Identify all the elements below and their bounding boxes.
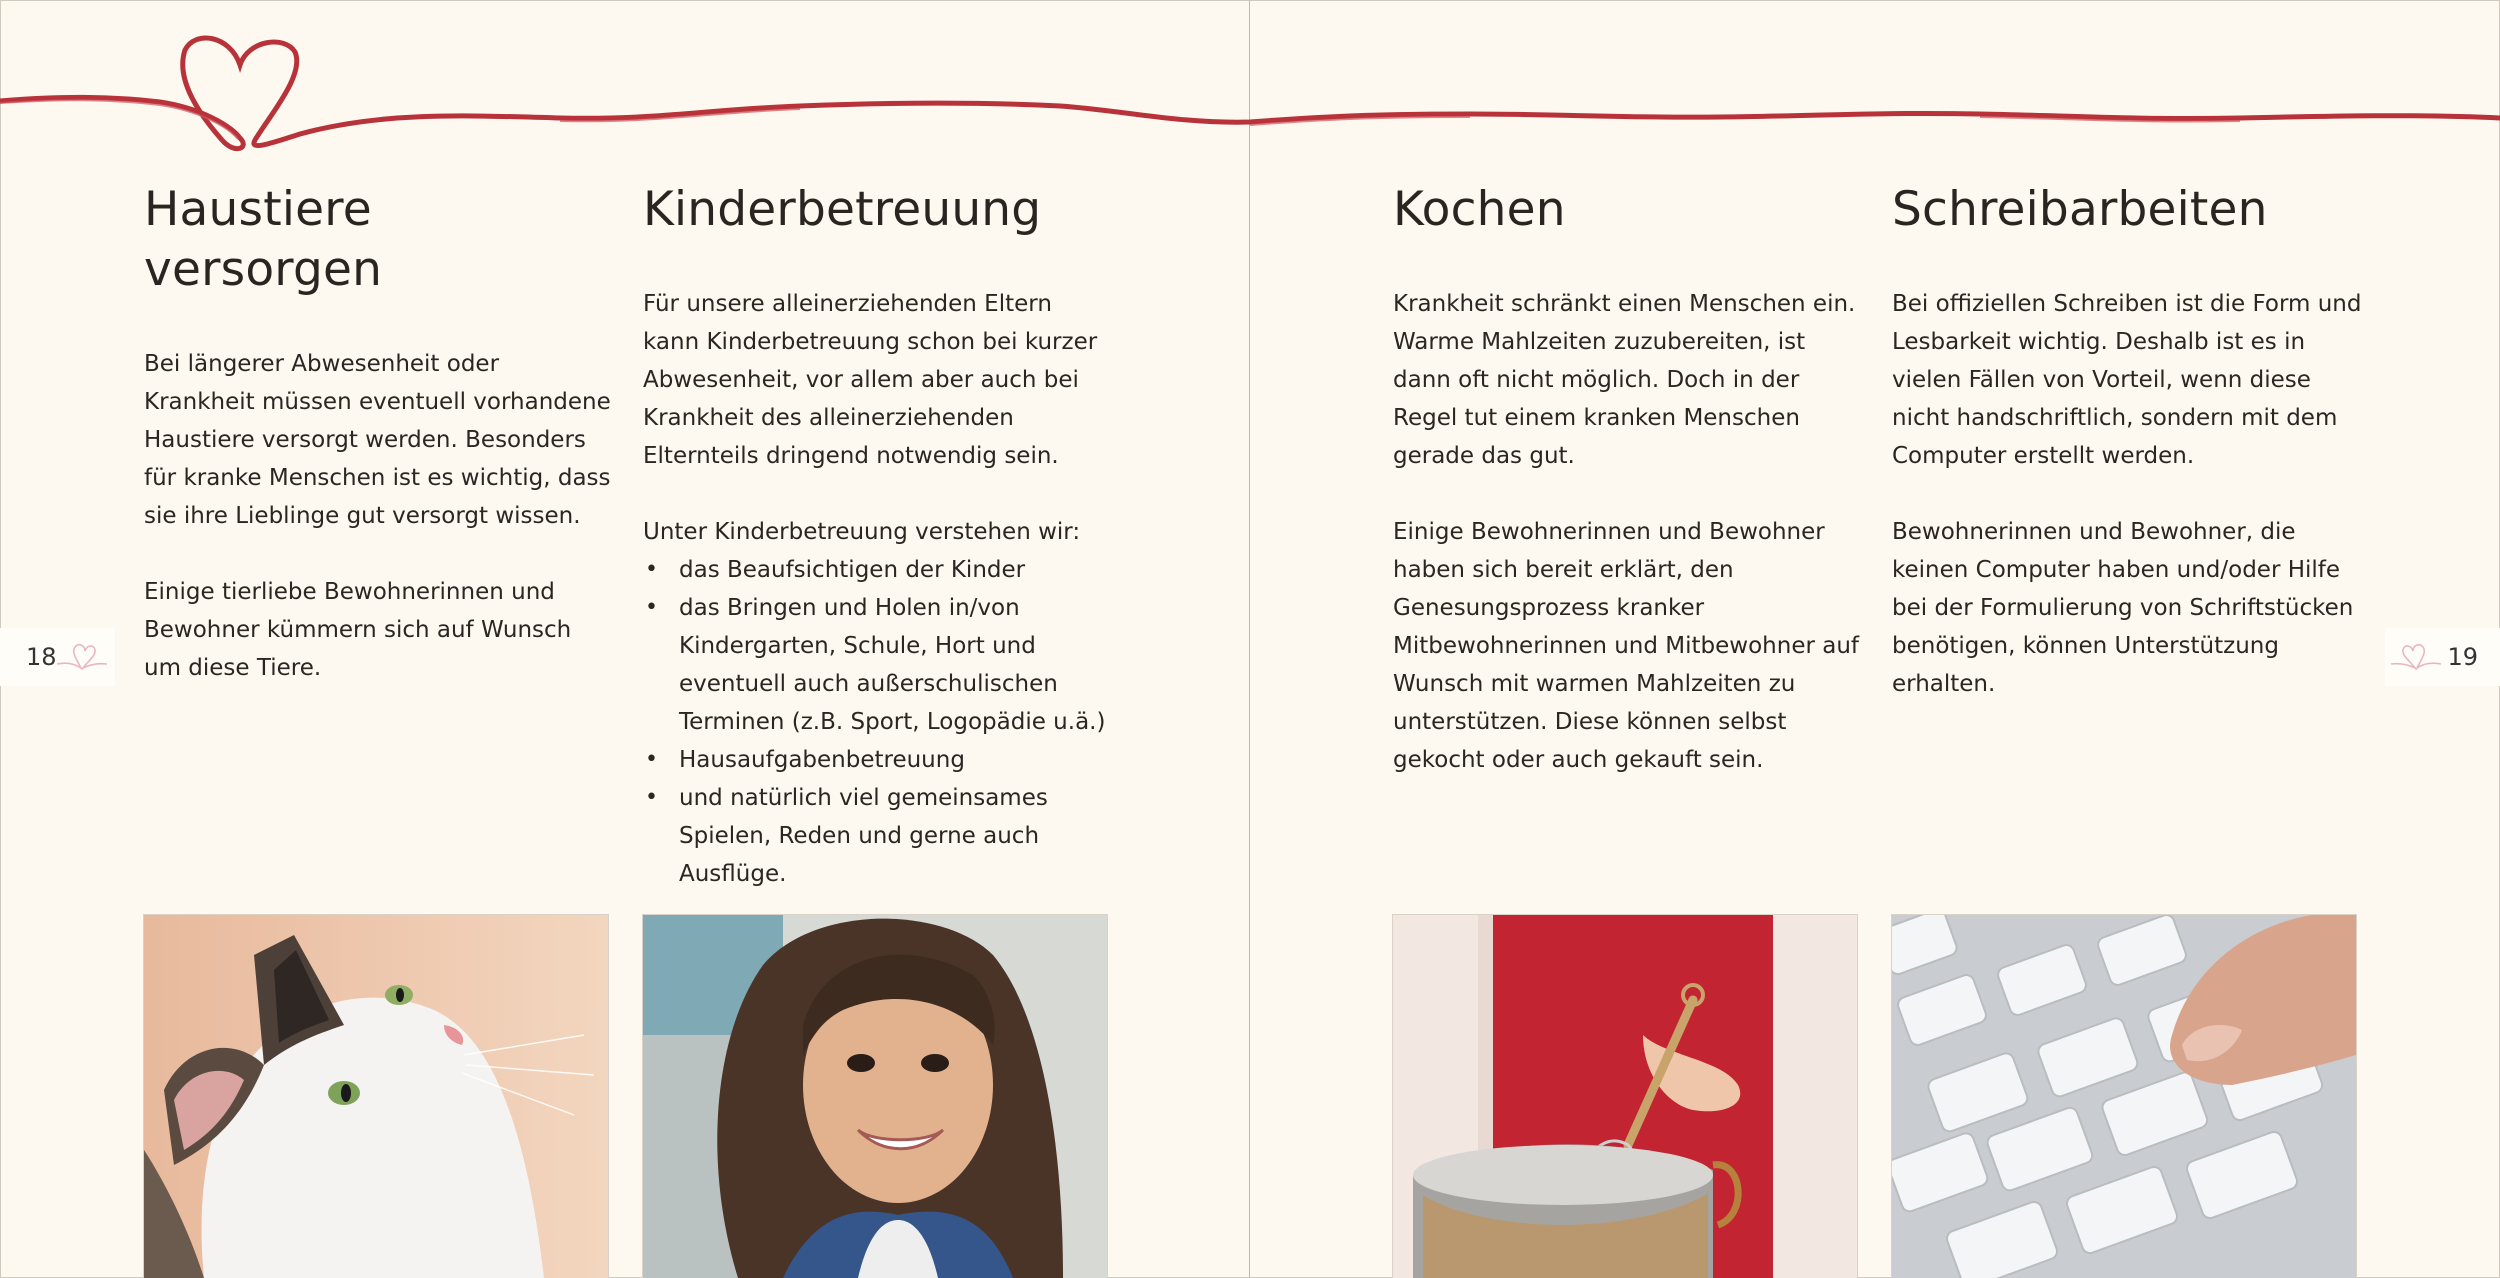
list-item-text: Hausaufgabenbetreuung: [679, 747, 965, 773]
bullet-icon: •: [645, 557, 658, 582]
column-haustiere: [144, 180, 614, 725]
bullet-icon: •: [645, 747, 658, 772]
bullet-icon: •: [645, 785, 658, 810]
column-kochen: [1393, 180, 1863, 817]
heading-kochen: Kochen: [1393, 182, 1566, 237]
page-number-text: 19: [2447, 643, 2478, 671]
column-schreibarbeiten: [1892, 180, 2362, 741]
paragraph: Für unsere alleinerziehenden Eltern kann Kinderbetreuung schon bei kurzer Abwesenheit, vor allem aber auch bei Krankheit des alleinerziehenden Elternteils dringend notwendig sein.: [643, 291, 1098, 469]
keyboard-photo: [1892, 915, 2356, 1278]
bullet-icon: •: [645, 595, 658, 620]
paragraph: Unter Kinderbetreuung verstehen wir:: [643, 519, 1081, 545]
page-number-left: [0, 628, 115, 686]
heart-icon: [2391, 642, 2441, 672]
paragraph: Bei offiziellen Schreiben ist die Form und Lesbarkeit wichtig. Deshalb ist es in vielen Fällen von Vorteil, wenn diese nicht handschriftlich, sondern mit dem Computer erstellt werden.: [1892, 291, 2362, 469]
bullet-list: [643, 551, 1113, 893]
column-kinderbetreuung: [643, 180, 1113, 893]
heart-icon: [57, 642, 107, 672]
paragraph: Einige tierliebe Bewohnerinnen und Bewohner kümmern sich auf Wunsch um diese Tiere.: [144, 579, 572, 681]
paragraph: Krankheit schränkt einen Menschen ein. Warme Mahlzeiten zuzubereiten, ist dann oft nicht möglich. Doch in der Regel tut einem kranken Menschen gerade das gut.: [1393, 291, 1856, 469]
cat-photo: [144, 915, 608, 1278]
list-item: [643, 741, 1113, 779]
page-number-right: [2385, 628, 2500, 686]
red-ribbon-heart-decoration: [0, 30, 2500, 160]
paragraph: Einige Bewohnerinnen und Bewohner haben sich bereit erklärt, den Genesungsprozess kranker Mitbewohnerinnen und Mitbewohner auf Wunsch mit warmen Mahlzeiten zu unterstützen. Diese können selbst gekocht oder auch gekauft sein.: [1393, 519, 1860, 773]
heading-kinderbetreuung: Kinderbetreuung: [643, 182, 1042, 237]
heading-haustiere: Haustiere versorgen: [144, 182, 383, 297]
list-item-text: das Beaufsichtigen der Kinder: [679, 557, 1026, 583]
child-photo: [643, 915, 1107, 1278]
list-item: [643, 779, 1113, 893]
cooking-photo: [1393, 915, 1857, 1278]
paragraph: Bewohnerinnen und Bewohner, die keinen Computer haben und/oder Hilfe bei der Formulierung von Schriftstücken benötigen, können Unterstützung erhalten.: [1892, 519, 2354, 697]
list-item: [643, 589, 1113, 741]
page-number-text: 18: [26, 643, 57, 671]
list-item-text: das Bringen und Holen in/von Kindergarten, Schule, Hort und eventuell auch außerschulischen Terminen (z.B. Sport, Logopädie u.ä.): [679, 595, 1106, 735]
list-item: [643, 551, 1113, 589]
paragraph: Bei längerer Abwesenheit oder Krankheit müssen eventuell vorhandene Haustiere versorgt werden. Besonders für kranke Menschen ist es wichtig, dass sie ihre Lieblinge gut versorgt wissen.: [144, 351, 611, 529]
heading-schreibarbeiten: Schreibarbeiten: [1892, 182, 2268, 237]
list-item-text: und natürlich viel gemeinsames Spielen, Reden und gerne auch Ausflüge.: [679, 785, 1048, 887]
